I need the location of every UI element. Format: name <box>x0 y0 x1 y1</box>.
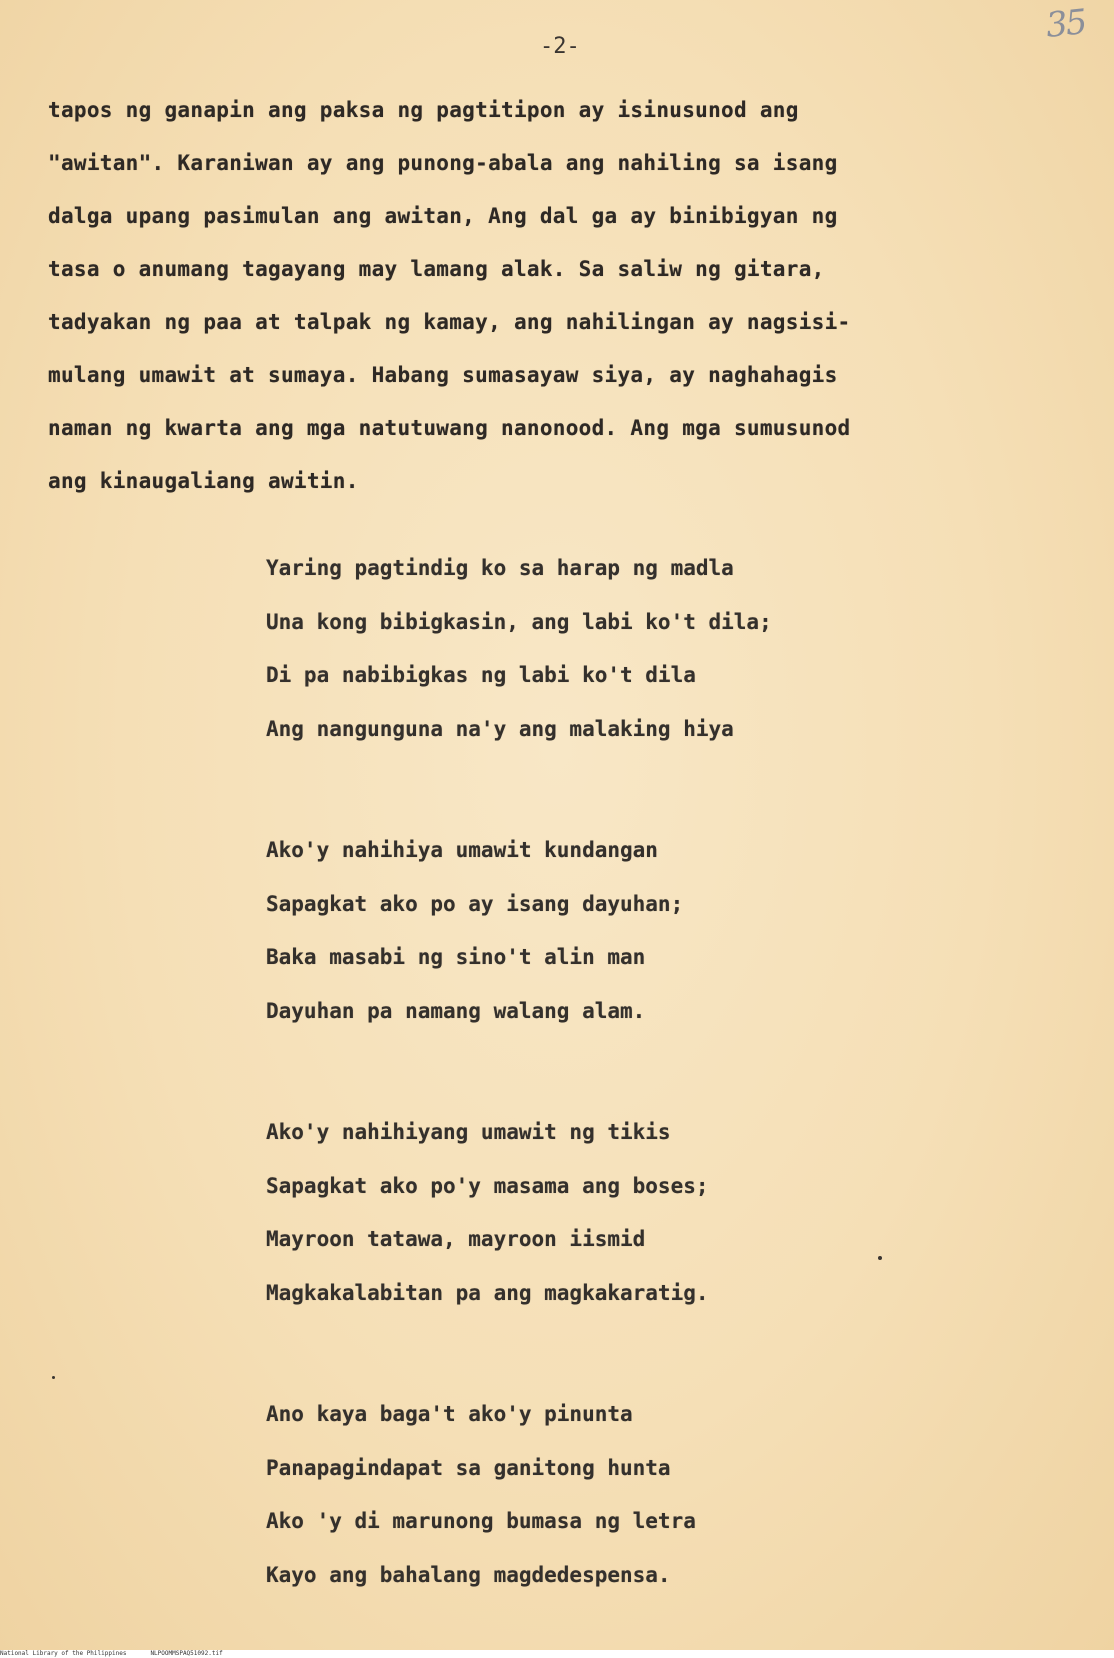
verse-line: Dayuhan pa namang walang alam. <box>266 998 646 1023</box>
verse-line: Ako'y nahihiyang umawit ng tikis <box>266 1120 671 1144</box>
prose-paragraph <box>48 95 1048 519</box>
prose-line: tadyakan ng paa at talpak ng kamay, ang nahilingan ay nagsisi- <box>48 310 851 334</box>
verse-line: Magkakalabitan pa ang magkakaratig. <box>266 1280 709 1305</box>
verse-line: Kayo ang bahalang magdedespensa. <box>266 1562 671 1587</box>
verse-line: Ang nangunguna na'y ang malaking hiya <box>266 716 734 741</box>
page-number: -2- <box>540 34 580 59</box>
prose-line: "awitan". Karaniwan ay ang punong-abala ang nahiling sa isang <box>48 151 838 175</box>
stanza <box>266 553 906 767</box>
verse-line: Sapagkat ako po ay isang dayuhan; <box>266 891 684 916</box>
prose-line: mulang umawit at sumaya. Habang sumasayaw siya, ay naghahagis <box>48 363 838 387</box>
verse-line: Yaring pagtindig ko sa harap ng madla <box>266 556 734 580</box>
verse-line: Panapagindapat sa ganitong hunta <box>266 1455 671 1480</box>
verse-line: Baka masabi ng sino't alin man <box>266 945 646 969</box>
verse-line: Sapagkat ako po'y masama ang boses; <box>266 1173 709 1198</box>
stanza <box>266 1399 906 1613</box>
prose-line: tasa o anumang tagayang may lamang alak. Sa saliw ng gitara, <box>48 257 825 281</box>
prose-line: tapos ng ganapin ang paksa ng pagtitipon ay isinusunod ang <box>48 98 799 122</box>
stray-ink-dot <box>878 1256 882 1260</box>
verse-line: Ako 'y di marunong bumasa ng letra <box>266 1509 696 1533</box>
footer-file-id: NLPOOMMSPAQ51092.tif <box>150 1650 223 1657</box>
verse-line: Una kong bibigkasin, ang labi ko't dila; <box>266 609 772 634</box>
stanza <box>266 835 906 1049</box>
prose-line: naman ng kwarta ang mga natutuwang nanonood. Ang mga sumusunod <box>48 416 851 440</box>
prose-line: dalga upang pasimulan ang awitan, Ang dal ga ay binibigyan ng <box>48 204 838 228</box>
verse-line: Mayroon tatawa, mayroon iismid <box>266 1227 646 1251</box>
footer-library: National Library of the Philippines <box>0 1650 127 1657</box>
stanza <box>266 1117 906 1331</box>
scan-footer <box>0 1650 1114 1658</box>
song-lyrics <box>266 553 906 1658</box>
verse-line: Ako'y nahihiya umawit kundangan <box>266 838 658 862</box>
verse-line: Ano kaya baga't ako'y pinunta <box>266 1402 633 1426</box>
stray-ink-dot <box>52 1376 55 1379</box>
prose-line: ang kinaugaliang awitin. <box>48 469 359 493</box>
archive-number: 35 <box>1044 2 1088 46</box>
verse-line: Di pa nabibigkas ng labi ko't dila <box>266 663 696 687</box>
